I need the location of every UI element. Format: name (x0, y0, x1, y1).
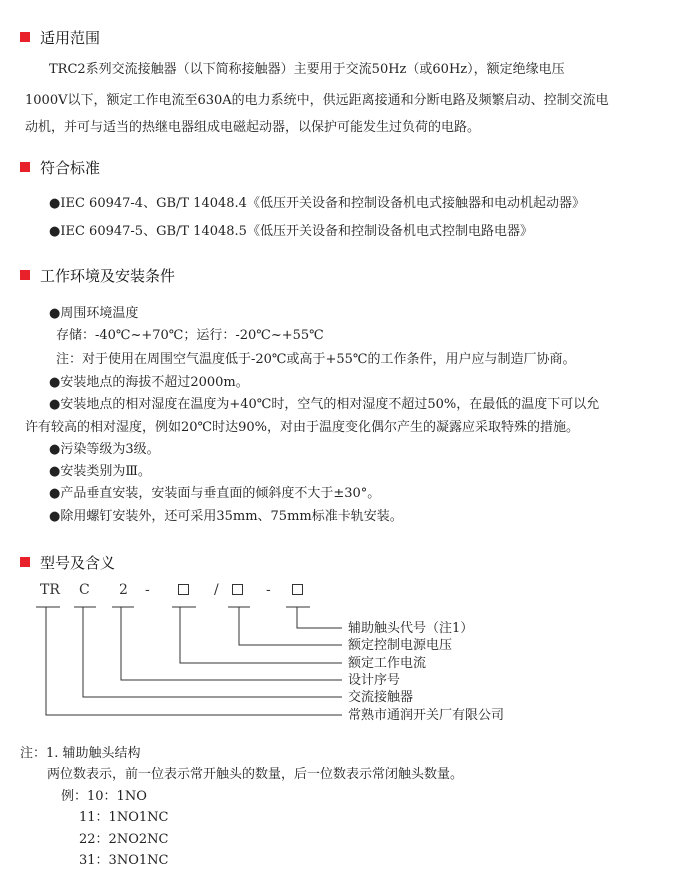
code-part-2: 2 (119, 582, 128, 598)
paragraph-line: 动机，并可与适当的热继电器组成电磁起动器，以保护可能发生过负荷的电路。 (25, 120, 481, 135)
env-line: ●产品垂直安装，安装面与垂直面的倾斜度不大于±30°。 (49, 486, 381, 501)
code-part-tr: TR (40, 582, 60, 598)
standard-item: ●IEC 60947-4、GB/T 14048.4《低压开关设备和控制设备机电式接触器和电动机起动器》 (49, 196, 585, 211)
note-example: 例：10：1NO (61, 789, 147, 804)
note-line: 注：1. 辅助触头结构 (20, 746, 141, 761)
env-line: ●周围环境温度 (49, 306, 139, 321)
meaning-label: 额定工作电流 (348, 656, 427, 671)
code-slash: / (214, 582, 219, 598)
paragraph-line: 1000V以下，额定工作电流至630A的电力系统中，供远距离接通和分断电路及频繁启动、控制交流电 (25, 93, 609, 108)
standard-item: ●IEC 60947-5、GB/T 14048.5《低压开关设备和控制设备机电式控制电路电器》 (49, 224, 533, 239)
paragraph-line: TRC2系列交流接触器（以下简称接触器）主要用于交流50Hz（或60Hz），额定绝缘电压 (49, 62, 565, 77)
env-line: ●安装地点的海拔不超过2000m。 (49, 375, 249, 390)
meaning-label: 设计序号 (348, 673, 401, 688)
code-dash: - (266, 582, 271, 598)
meaning-label: 辅助触头代号（注1） (348, 621, 474, 636)
code-dash: - (145, 582, 150, 598)
env-line: ●安装类别为Ⅲ。 (49, 464, 151, 479)
meaning-label: 交流接触器 (348, 690, 414, 705)
code-part-c: C (79, 582, 90, 598)
note-line: 两位数表示，前一位表示常开触头的数量，后一位数表示常闭触头数量。 (47, 767, 464, 782)
note-example: 22：2NO2NC (79, 832, 169, 847)
env-line: ●安装地点的相对湿度在温度为+40℃时，空气的相对湿度不超过50%，在最低的温度下可以允 (49, 397, 600, 412)
note-example: 11：1NO1NC (79, 810, 169, 825)
section-title: 型号及含义 (40, 553, 116, 572)
section-title: 符合标准 (40, 158, 101, 177)
env-line: 许有较高的相对湿度，例如20℃时达90%，对由于温度变化偶尔产生的凝露应采取特殊的措施。 (25, 420, 579, 435)
section-title: 适用范围 (40, 28, 101, 47)
env-line: 注：对于使用在周围空气温度低于-20℃或高于+55℃的工作条件，用户应与制造厂协商。 (56, 352, 576, 367)
env-line: 存储：-40℃~+70℃；运行：-20℃~+55℃ (56, 328, 324, 343)
note-example: 31：3NO1NC (79, 853, 169, 868)
env-line: ●除用螺钉安装外，还可采用35mm、75mm标准卡轨安装。 (49, 509, 403, 524)
meaning-label: 常熟市通润开关厂有限公司 (348, 708, 505, 723)
env-line: ●污染等级为3级。 (49, 442, 160, 457)
meaning-label: 额定控制电源电压 (348, 638, 453, 653)
section-title: 工作环境及安装条件 (40, 266, 176, 285)
